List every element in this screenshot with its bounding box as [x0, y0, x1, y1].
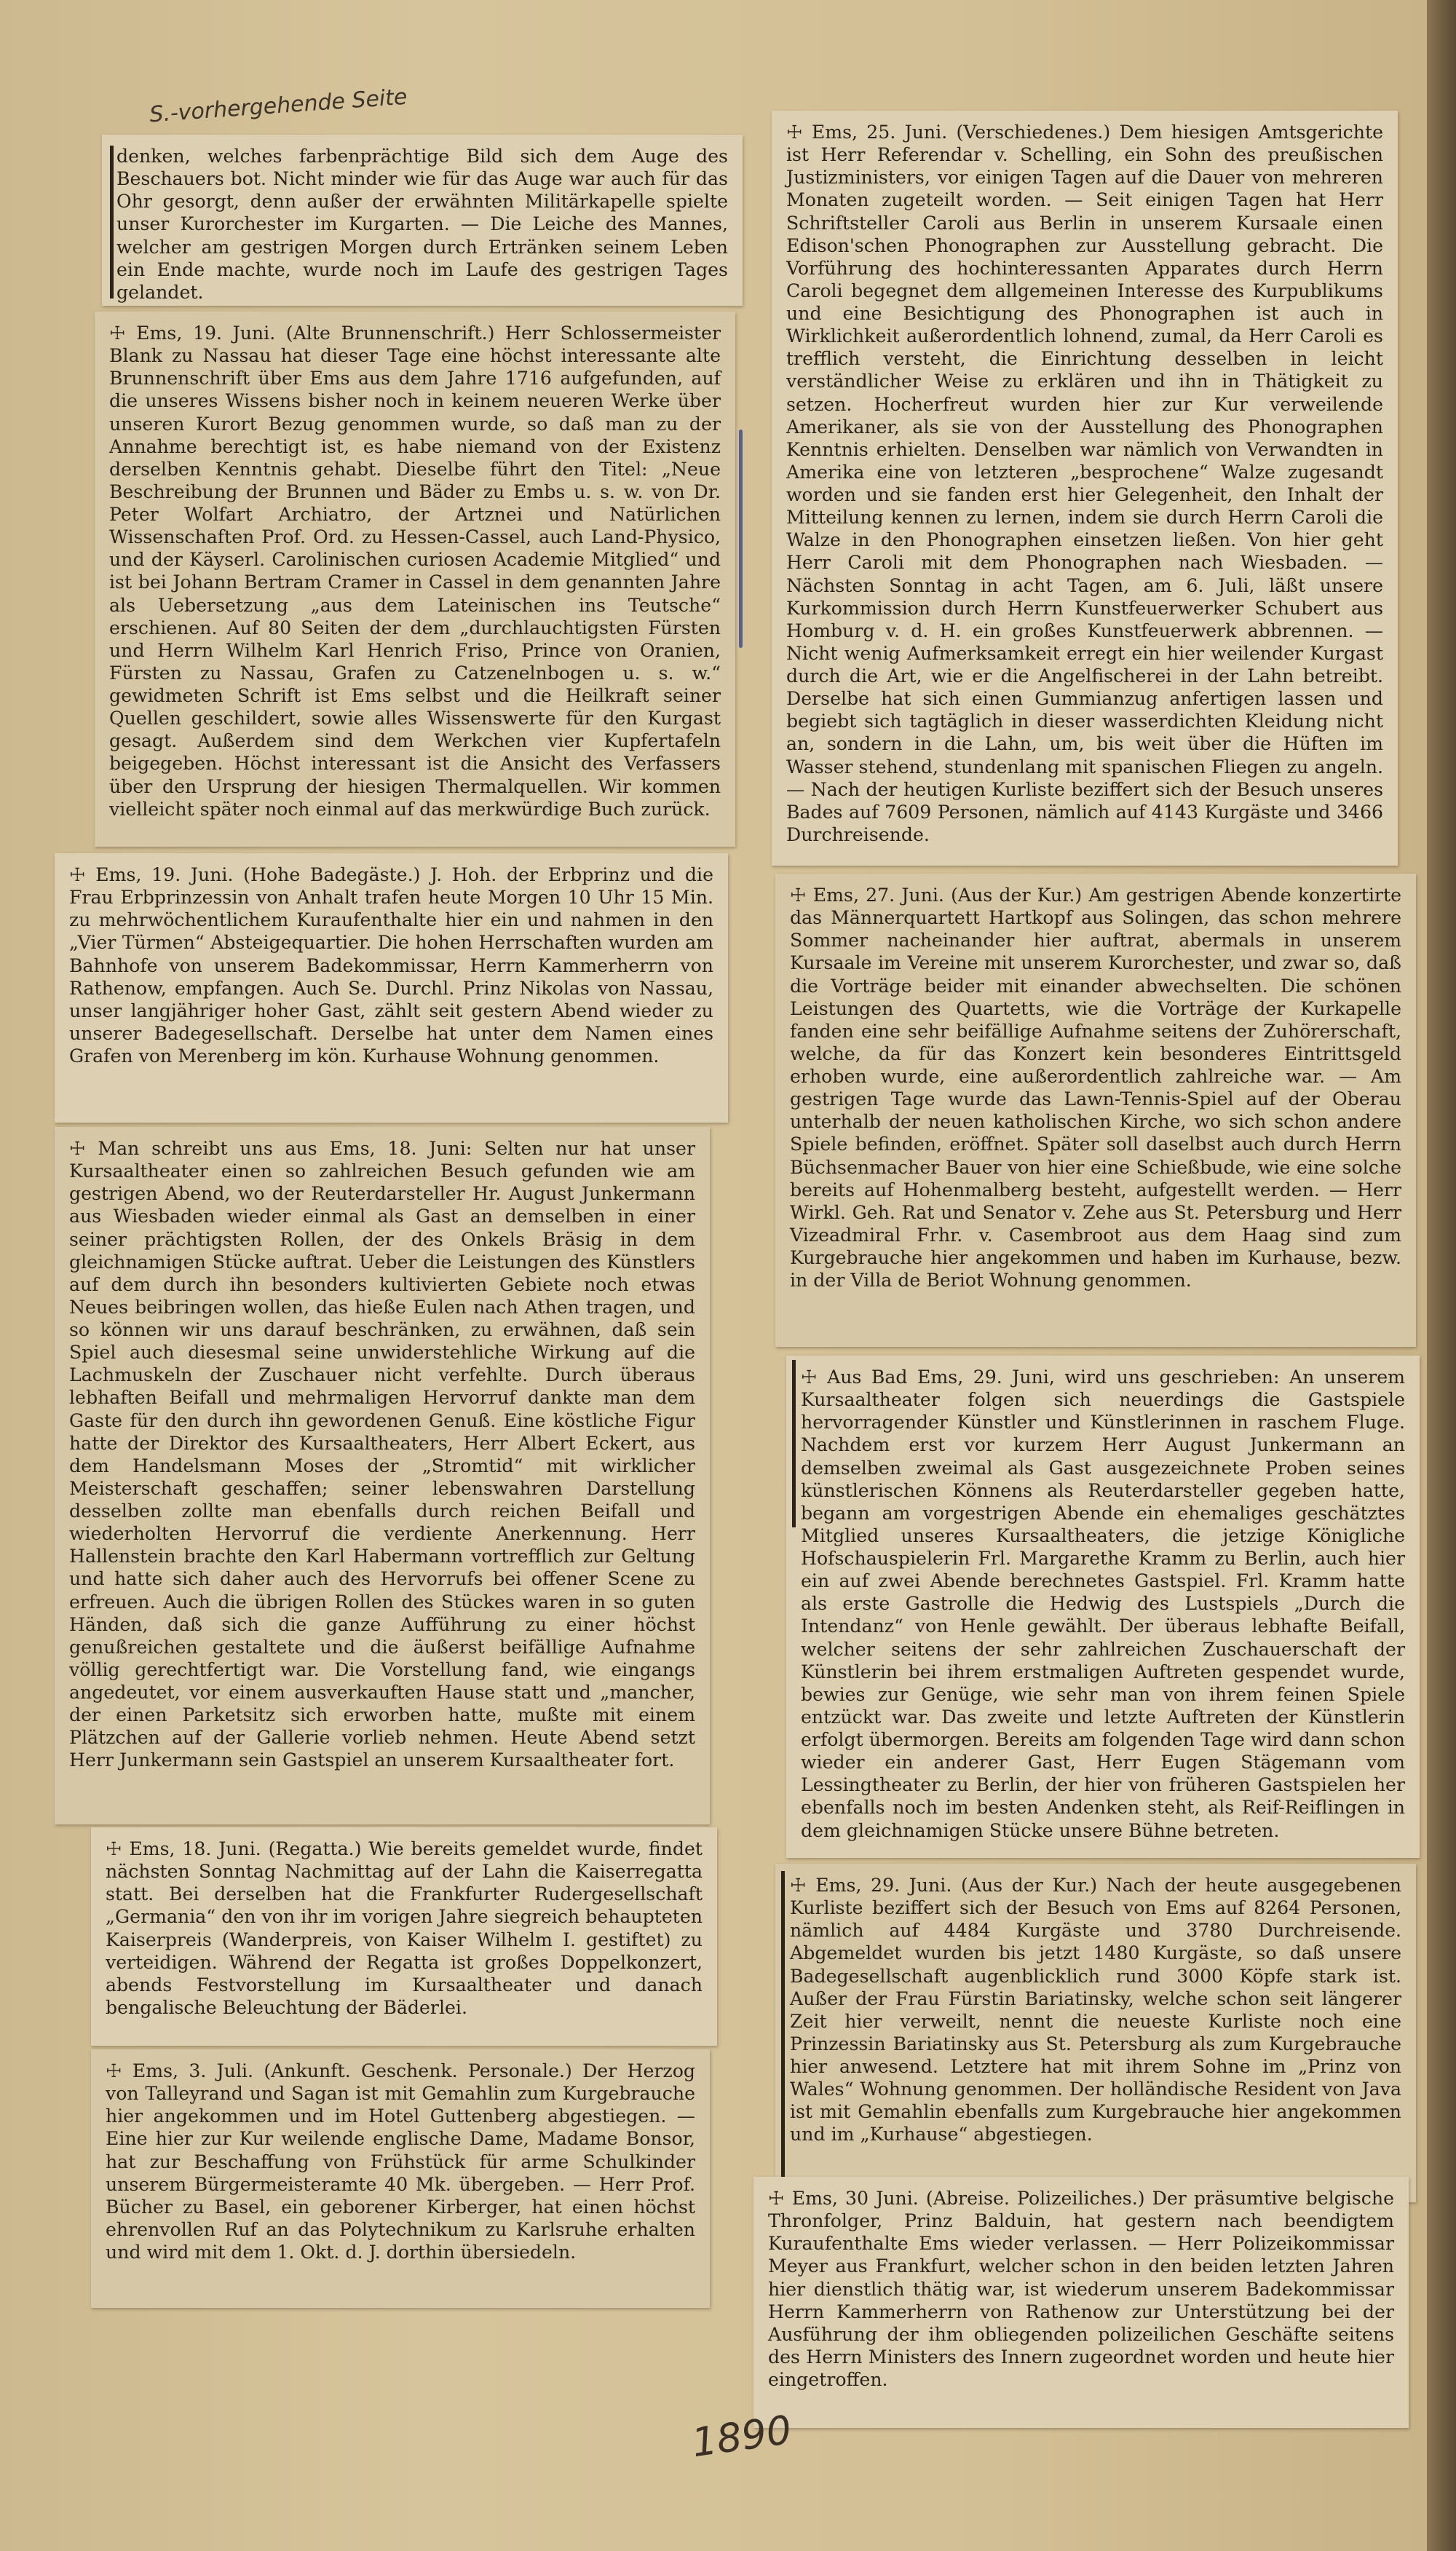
handwritten-year: 1890 [689, 2406, 795, 2467]
clipping-bad-ems-gastspiele [786, 1356, 1420, 1858]
clipping-abreise [753, 2177, 1409, 2428]
clipping-text: ☩ Ems, 27. Juni. (Aus der Kur.) Am gestrigen Abende konzertirte das Männerquartett Hartkopf aus Solingen, das schon mehrere Sommer nacheinander hier auftrat, abermals in unserem Kursaale im Vereine mit unserem Kurorchester, und zwar so, daß die Vorträge beider mit einander abwechselten. Die schönen Leistungen des Quartetts, wie die Vorträge der Kurkapelle fanden eine sehr beifällige Aufnahme seitens der Zuhörerschaft, welche, da für das Konzert kein besonderes Eintrittsgeld erhoben wurde, eine außerordentlich zahlreiche war. — Am gestrigen Tage wurde das Lawn-Tennis-Spiel auf der Oberau unterhalb der neuen katholischen Kirche, wo sich schon andere Spiele befinden, eröffnet. Später soll daselbst auch durch Herrn Büchsenmacher Bauer von hier eine Schießbude, wie eine solche bereits auf Hohenmalberg besteht, aufgestellt werden. — Herr Wirkl. Geh. Rat und Senator v. Zehe aus St. Petersburg und Herr Vizeadmiral Frhr. v. Casembroot aus dem Haag sind zum Kurgebrauche hier angekommen und haben im Kurhause, bezw. in der Villa de Beriot Wohnung genommen. [790, 885, 1401, 1292]
clipping-text: ☩ Ems, 29. Juni. (Aus der Kur.) Nach der heute ausgegebenen Kurliste beziffert sich der Besuch von Ems auf 8264 Personen, nämlich auf 4484 Kurgäste und 3780 Durchreisende. Abgemeldet wurden bis jetzt 1480 Kurgäste, so daß unsere Badegesellschaft augenblicklich rund 3000 Köpfe stark ist. Außer der Frau Fürstin Bariatinsky, welche schon seit längerer Zeit hier verweilt, nennt die neueste Kurliste noch eine Prinzessin Bariatinsky aus St. Petersburg als zum Kurgebrauche hier anwesend. Letztere hat mit ihrem Sohne im „Prinz von Wales“ Wohnung genommen. Der holländische Resident von Java ist mit Gemahlin ebenfalls zum Kurgebrauche hier angekommen und im „Kurhause“ abgestiegen. [790, 1875, 1401, 2145]
clipping-text: ☩ Man schreibt uns aus Ems, 18. Juni: Selten nur hat unser Kursaaltheater einen so zahlreichen Besuch gefunden wie am gestrigen Abend, wo der Reuterdarsteller Hr. August Junkermann aus Wiesbaden wieder einmal als Gast an demselben in einer seiner prächtigsten Rollen, der des Onkels Bräsig in dem gleichnamigen Stücke auftrat. Ueber die Leistungen des Künstlers auf dem durch ihn besonders kultivierten Gebiete noch etwas Neues beibringen wollen, das hieße Eulen nach Athen tragen, und so können wir uns darauf beschränken, zu erwähnen, daß sein Spiel auch diesesmal seine unwiderstehliche Wirkung auf die Lachmuskeln der Zuschauer nicht verfehlte. Durch überaus lebhaften Beifall und mehrmaligen Hervorruf dankte man dem Gaste für den durch ihn gewordenen Genuß. Eine köstliche Figur hatte der Direktor des Kursaaltheaters, Herr Albert Eckert, aus dem Handelsmann Moses der „Stromtid“ mit wirklicher Meisterschaft geschaffen; seiner lebenswahren Darstellung desselben zollte man ebenfalls durch reichen Beifall und wiederholten Hervorruf die verdiente Anerkennung. Herr Hallenstein brachte den Karl Habermann vortrefflich zur Geltung und hatte sich daher auch des Hervorrufs bei offener Scene zu erfreuen. Auch die übrigen Rollen des Stückes waren in so guten Händen, daß sich die ganze Aufführung zu einer höchst genußreichen gestaltete und die äußerst beifällige Aufnahme völlig gerechtfertigt war. Die Vorstellung fand, wie eingangs angedeutet, vor einem ausverkauften Hause statt und „mancher, der einen Parketsitz sich erworben hatte, mußte mit einem Plätzchen auf der Gallerie vorlieb nehmen. Heute Abend setzt Herr Junkermann sein Gastspiel an unserem Kursaaltheater fort. [69, 1138, 695, 1771]
column-rule [792, 1360, 796, 1527]
clipping-ankunft [91, 2049, 710, 2308]
clipping-text: ☩ Ems, 19. Juni. (Hohe Badegäste.) J. Hoh. der Erbprinz und die Frau Erbprinzessin von Anhalt trafen heute Morgen 10 Uhr 15 Min. zu mehrwöchentlichem Kuraufenthalte hier ein und nahmen in den „Vier Türmen“ Absteigequartier. Die hohen Herrschaften wurden am Bahnhofe von unserem Badekommissar, Herrn Kammerherrn von Rathenow, empfangen. Auch Se. Durchl. Prinz Nikolas von Nassau, unser langjähriger hoher Gast, zählt seit gestern Abend wieder zu unserer Badegesellschaft. Derselbe hat unter dem Namen eines Grafen von Merenberg im kön. Kurhause Wohnung genommen. [69, 864, 713, 1067]
column-rule [781, 1871, 785, 2184]
clipping-text: ☩ Ems, 30 Juni. (Abreise. Polizeiliches.) Der präsumtive belgische Thronfolger, Prinz Balduin, hat gestern nach beendigtem Kuraufenthalte Ems wieder verlassen. — Herr Polizeikommissar Meyer aus Frankfurt, welcher schon in den beiden letzten Jahren hier dienstlich thätig war, ist wiederum unserem Badekommissar Herrn Kammerherrn von Rathenow zur Unterstützung bei der Ausführung der ihm obliegenden polizeilichen Geschäfte seitens des Herrn Ministers des Innern zugeordnet worden und heute hier eingetroffen. [768, 2188, 1394, 2390]
clipping-aus-der-kur-27 [775, 874, 1416, 1347]
binding-spine [1427, 0, 1456, 2551]
clipping-brunnenschrift [95, 312, 735, 847]
clipping-regatta [91, 1827, 717, 2046]
clipping-theater [55, 1127, 710, 1824]
handwritten-note: S.-vorhergehende Seite [149, 84, 408, 128]
clipping-text: ☩ Ems, 25. Juni. (Verschiedenes.) Dem hiesigen Amtsgerichte ist Herr Referendar v. Schelling, ein Sohn des preußischen Justizministers, vor einigen Tagen auf die Dauer von mehreren Monaten zugeteilt worden. — Seit einigen Tagen hat Herr Schriftsteller Caroli aus Berlin in unserem Kursaale einen Edison'schen Phonographen zur Ausstellung gebracht. Die Vorführung des hochinteressanten Apparates durch Herrn Caroli begegnet dem allgemeinen Interesse des Kurpublikums und eine Besichtigung des Phonographen ist auch in Wirklichkeit außerordentlich lohnend, zumal, da Herr Caroli es trefflich versteht, die Einrichtung desselben in leicht verständlicher Weise zu erklären und ihn in Thätigkeit zu setzen. Hocherfreut wurden hier zur Kur verweilende Amerikaner, als sie von der Ausstellung des Phonographen Kenntnis erhielten. Denselben war nämlich von Verwandten in Amerika eine von letzteren „besprochene“ Walze zugesandt worden und sie fanden erst hier Gelegenheit, den Inhalt der Mitteilung kennen zu lernen, indem sie durch Herrn Caroli die Walze in den Phonographen einsetzen ließen. Von hier geht Herr Caroli mit dem Phonographen nach Wiesbaden. — Nächsten Sonntag in acht Tagen, am 6. Juli, läßt unsere Kurkommission durch Herrn Kunstfeuerwerker Schubert aus Homburg v. d. H. ein großes Kunstfeuerwerk abbrennen. — Nicht wenig Aufmerksamkeit erregt ein hier weilender Kurgast durch die Art, wie er die Angelfischerei in der Lahn betreibt. Derselbe hat sich einen Gummianzug anfertigen lassen und begiebt sich tagtäglich in dieser wasserdichten Kleidung nicht an, sondern in die Lahn, um, bis weit über die Hüften im Wasser stehend, stundenlang mit spanischen Fliegen zu angeln. — Nach der heutigen Kurliste beziffert sich der Besuch unseres Bades auf 7609 Personen, nämlich auf 4143 Kurgäste und 3466 Durchreisende. [786, 122, 1383, 845]
clipping-badegaeste [55, 853, 728, 1123]
clipping-continuation [102, 135, 743, 306]
clipping-text: ☩ Ems, 19. Juni. (Alte Brunnenschrift.) Herr Schlossermeister Blank zu Nassau hat dieser Tage eine höchst interessante alte Brunnenschrift über Ems aus dem Jahre 1716 aufgefunden, auf die unseres Wissens bisher noch in keinem neueren Werke über unseren Kurort Bezug genommen wurde, so daß man zu der Annahme berechtigt ist, es habe niemand von der Existenz derselben Kenntnis gehabt. Dieselbe führt den Titel: „Neue Beschreibung der Brunnen und Bäder zu Embs u. s. w. von Dr. Peter Wolfart Archiatro, der Artznei und Natürlichen Wissenschaften Prof. Ord. zu Hessen-Cassel, auch Land-Physico, und der Käyserl. Carolinischen curiosen Academie Mitglied“ und ist bei Johann Bertram Cramer in Cassel in dem genannten Jahre als Uebersetzung „aus dem Lateinischen ins Teutsche“ erschienen. Auf 80 Seiten der dem „durchlauchtigsten Fürsten und Herrn Wilhelm Karl Henrich Friso, Prince von Oranien, Fürsten zu Nassau, Grafen zu Catzenelnbogen u. s. w.“ gewidmeten Schrift ist Ems selbst und die Heilkraft seiner Quellen geschildert, sowie alles Wissenswerte für den Kurgast gesagt. Außerdem sind dem Werkchen vier Kupfertafeln beigegeben. Höchst interessant ist die Ansicht des Verfassers über den Ursprung der hiesigen Thermalquellen. Wir kommen vielleicht später noch einmal auf das merkwürdige Buch zurück. [109, 323, 721, 820]
column-rule [110, 146, 114, 298]
clipping-text: ☩ Ems, 18. Juni. (Regatta.) Wie bereits gemeldet wurde, findet nächsten Sonntag Nachmittag auf der Lahn die Kaiserregatta statt. Bei derselben hat die Frankfurter Rudergesellschaft „Germania“ den von ihr im vorigen Jahre siegreich behaupteten Kaiserpreis (Wanderpreis, von Kaiser Wilhelm I. gestiftet) zu verteidigen. Während der Regatta ist großes Doppelkonzert, abends Festvorstellung im Kursaaltheater und danach bengalische Beleuchtung der Bäderlei. [106, 1838, 703, 2018]
pen-mark [739, 430, 743, 648]
clipping-text: denken, welches farbenprächtige Bild sich dem Auge des Beschauers bot. Nicht minder wie für das Auge war auch für das Ohr gesorgt, denn außer der erwähnten Militärkapelle spielte unser Kurorchester im Kurgarten. — Die Leiche des Mannes, welcher am gestrigen Morgen durch Ertränken seinem Leben ein Ende machte, wurde noch im Laufe des gestrigen Tages gelandet. [116, 146, 728, 303]
clipping-text: ☩ Ems, 3. Juli. (Ankunft. Geschenk. Personale.) Der Herzog von Talleyrand und Sagan ist mit Gemahlin zum Kurgebrauche hier angekommen und im Hotel Guttenberg abgestiegen. — Eine hier zur Kur weilende englische Dame, Madame Bonsor, hat zur Beschaffung von Frühstück für arme Schulkinder unserem Bürgermeisteramte 40 Mk. übergeben. — Herr Prof. Bücher zu Basel, ein geborener Kirberger, hat einen höchst ehrenvollen Ruf an das Polytechnikum zu Karlsruhe erhalten und wird mit dem 1. Okt. d. J. dorthin übersiedeln. [106, 2060, 695, 2263]
clipping-kurliste [775, 1864, 1416, 2202]
clipping-verschiedenes [772, 111, 1398, 866]
clipping-text: ☩ Aus Bad Ems, 29. Juni, wird uns geschrieben: An unserem Kursaaltheater folgen sich neuerdings die Gastspiele hervorragender Künstler und Künstlerinnen in raschem Fluge. Nachdem erst vor kurzem Herr August Junkermann an demselben zweimal als Gast ausgezeichnete Proben seines künstlerischen Könnens als Reuterdarsteller gegeben hatte, begann am vorgestrigen Abende ein ehemaliges geschätztes Mitglied unseres Kursaaltheaters, die jetzige Königliche Hofschauspielerin Frl. Margarethe Kramm zu Berlin, auch hier ein auf zwei Abende berechnetes Gastspiel. Frl. Kramm hatte als erste Gastrolle die Hedwig des Lustspiels „Durch die Intendanz“ von Henle gewählt. Der überaus lebhafte Beifall, welcher seitens der sehr zahlreichen Zuschauerschaft der Künstlerin bei ihrem erstmaligen Auftreten gespendet wurde, bewies zur Genüge, wie sehr man von ihrem feinen Spiele entzückt war. Das zweite und letzte Auftreten der Künstlerin erfolgt übermorgen. Bereits am folgenden Tage wird dann schon wieder ein anderer Gast, Herr Eugen Stägemann vom Lessingtheater zu Berlin, der hier von früheren Gastspielen her ebenfalls noch im besten Andenken steht, als Reif-Reiflingen in dem gleichnamigen Stücke unsere Bühne betreten. [801, 1367, 1405, 1841]
